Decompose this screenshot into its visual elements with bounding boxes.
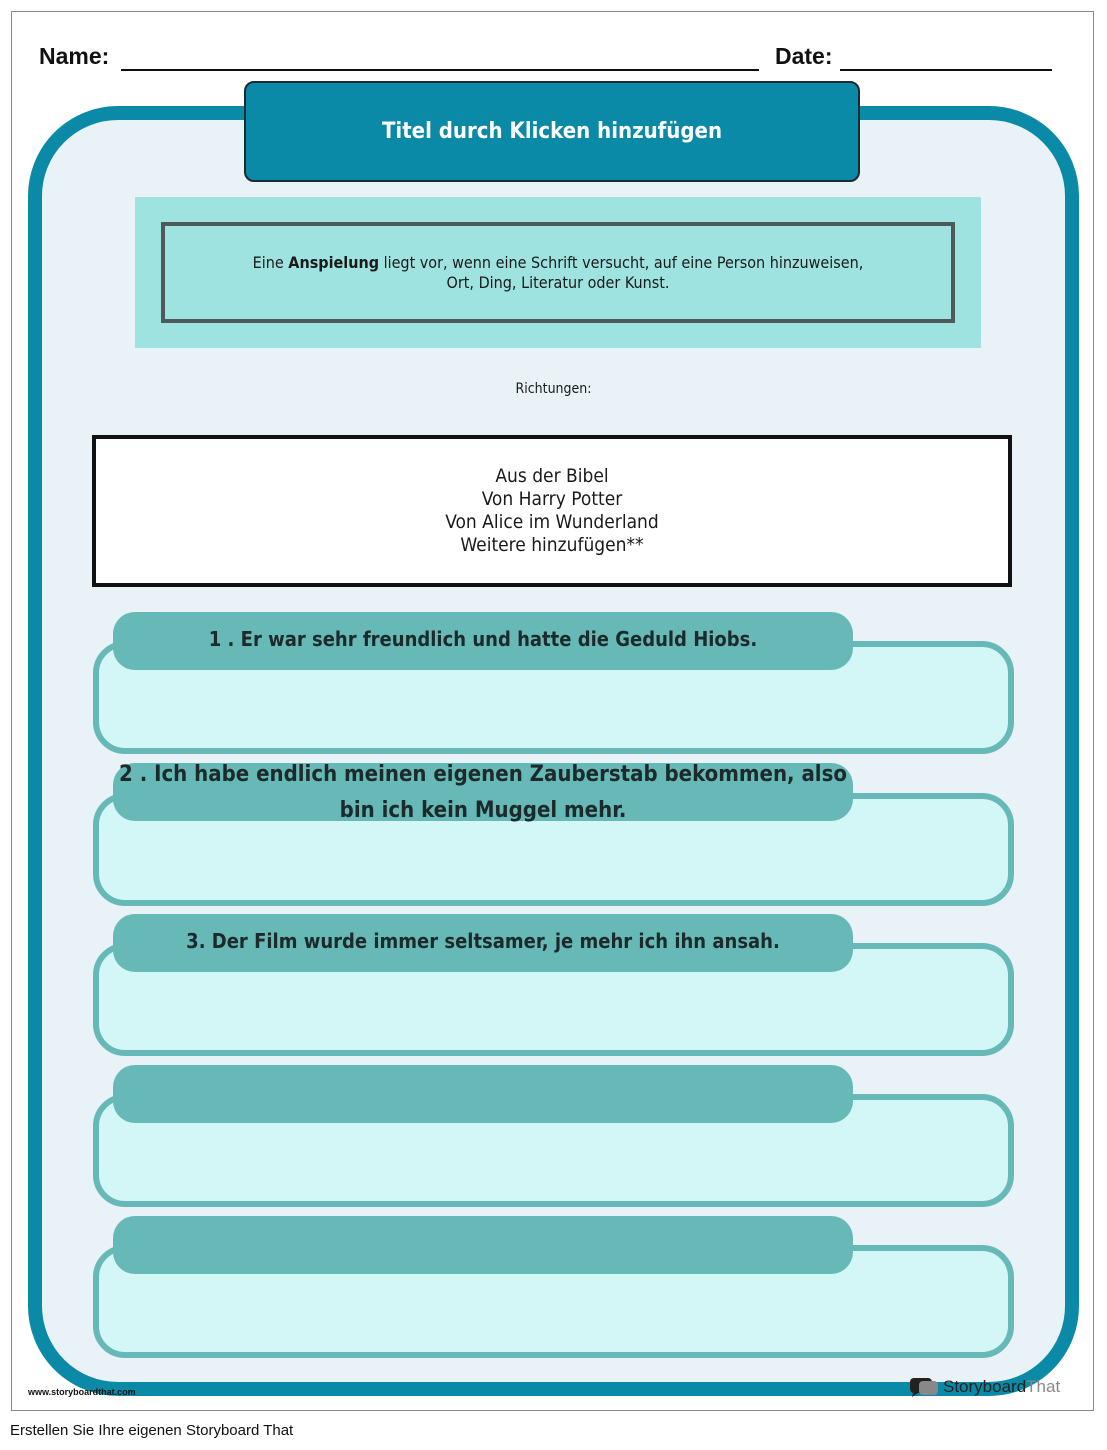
date-label: Date: <box>775 43 833 69</box>
source-item: Von Harry Potter <box>481 488 623 510</box>
definition-prefix: Eine <box>252 252 289 272</box>
question-text-1: 1 . Er war sehr freundlich und hatte die Geduld Hiobs. <box>208 627 758 651</box>
source-item: Weitere hinzufügen** <box>460 534 644 556</box>
question-tab-4 <box>113 1065 853 1123</box>
definition-term: Anspielung <box>288 252 379 272</box>
storyboardthat-logo[interactable] <box>909 1376 1060 1398</box>
definition-line-2: Ort, Ding, Literatur oder Kunst. <box>446 272 670 292</box>
site-url[interactable]: www.storyboardthat.com <box>28 1387 136 1397</box>
question-text-3: 3. Der Film wurde immer seltsamer, je mehr ich ihn ansah. <box>186 929 780 953</box>
date-field-line[interactable] <box>840 69 1052 71</box>
question-text-2: 2 . Ich habe endlich meinen eigenen Zauberstab bekommen, also bin ich kein Muggel mehr. <box>119 762 847 823</box>
source-item: Von Alice im Wunderland <box>445 511 659 533</box>
name-label: Name: <box>39 43 110 69</box>
speech-bubble-icon <box>909 1377 939 1397</box>
logo-that: That <box>1026 1377 1061 1396</box>
definition-line-1 <box>253 253 864 273</box>
logo-word: Storyboard <box>943 1377 1027 1396</box>
definition-box <box>161 222 955 323</box>
footer-text[interactable]: Erstellen Sie Ihre eigenen Storyboard That <box>10 1422 294 1439</box>
allusion-sources-box <box>92 435 1012 587</box>
question-tab-5 <box>113 1216 853 1274</box>
title-text: Titel durch Klicken hinzufügen <box>381 119 723 144</box>
title-box[interactable] <box>244 81 860 182</box>
definition-rest: liegt vor, wenn eine Schrift versucht, auf eine Person hinzuweisen, <box>379 252 864 272</box>
name-field-line[interactable] <box>121 69 759 71</box>
source-item: Aus der Bibel <box>495 465 609 487</box>
directions-label: Richtungen: <box>515 381 592 397</box>
